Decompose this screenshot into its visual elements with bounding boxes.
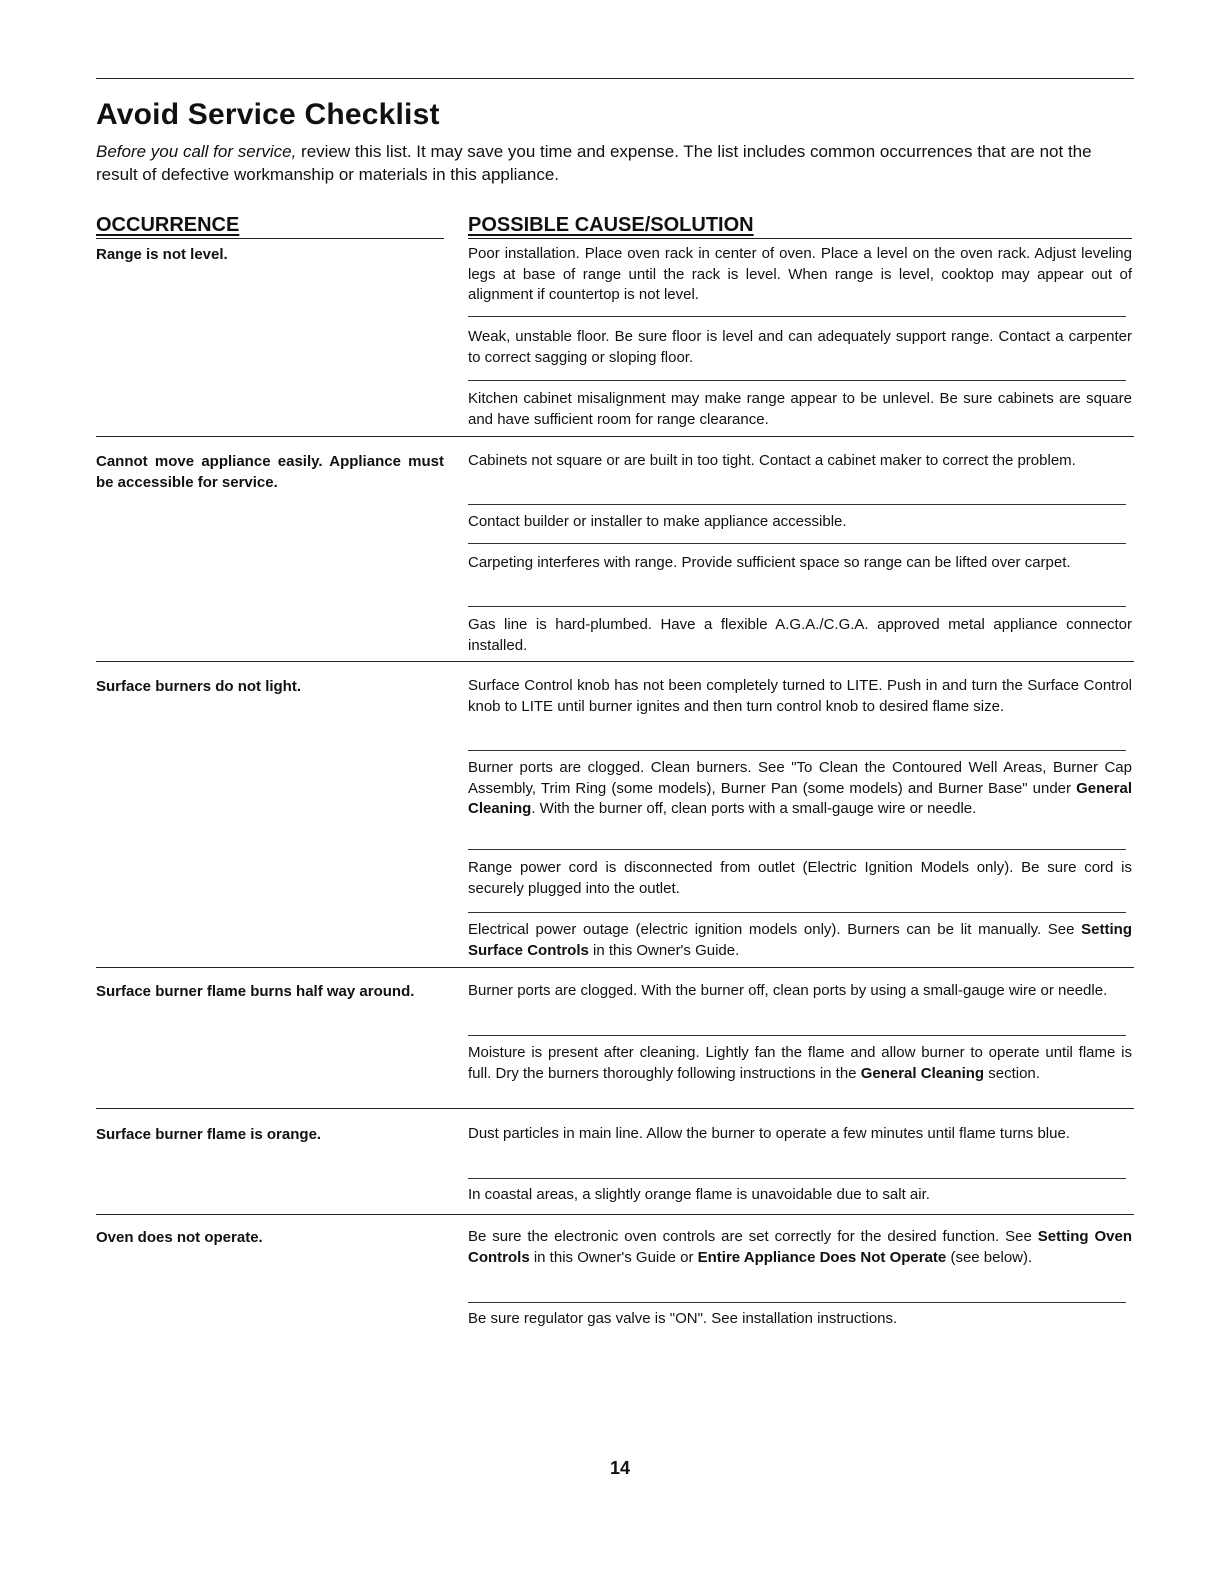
solution-item: Be sure the electronic oven controls are set correctly for the desired function. See Setting Oven Controls in this Owner's Guide or Entire Appliance Does Not Operate (see below). <box>468 1228 1133 1266</box>
solution-item: Burner ports are clogged. With the burner off, clean ports by using a small-gauge wire or needle. <box>468 982 1108 999</box>
occurrence-burners-do-not-light: Surface burners do not light. <box>96 678 302 695</box>
group-divider <box>96 967 1134 968</box>
solution-item: Gas line is hard-plumbed. Have a flexible A.G.A./C.G.A. approved metal appliance connector installed. <box>468 616 1132 654</box>
solution-item: Moisture is present after cleaning. Lightly fan the flame and allow burner to operate until flame is full. Dry the burners thoroughly following instructions in the General Cleaning section. <box>468 1044 1132 1082</box>
solution-item: Cabinets not square or are built in too tight. Contact a cabinet maker to correct the problem. <box>468 452 1076 469</box>
solution-divider <box>468 504 1126 505</box>
solution-item: Burner ports are clogged. Clean burners. See "To Clean the Contoured Well Areas, Burner Cap Assembly, Trim Ring (some models), Burner Pan (some models) and Burner Base" under General Cleaning. With the burner off, clean ports with a small-gauge wire or needle. <box>468 759 1132 817</box>
solution-divider <box>468 1035 1126 1036</box>
occurrence-cannot-move-appliance: Cannot move appliance easily. Appliance must be accessible for service. <box>96 453 444 491</box>
solution-divider <box>468 606 1126 607</box>
solution-divider <box>468 1178 1126 1179</box>
solution-divider <box>468 912 1126 913</box>
solution-divider <box>468 750 1126 751</box>
intro-text: review this list. It may save you time and expense. The list includes common occurrences that are not the result of defective workmanship or materials in this appliance. <box>96 142 1092 184</box>
occurrence-flame-orange: Surface burner flame is orange. <box>96 1126 322 1143</box>
intro-lead: Before you call for service, <box>96 142 297 161</box>
page-number: 14 <box>610 1458 631 1478</box>
solution-divider <box>468 849 1126 850</box>
solution-divider <box>468 380 1126 381</box>
solution-item: Kitchen cabinet misalignment may make range appear to be unlevel. Be sure cabinets are square and have sufficient room for range clearance. <box>468 390 1132 428</box>
header-divider-left <box>96 238 444 239</box>
solution-item: Range power cord is disconnected from outlet (Electric Ignition Models only). Be sure cord is securely plugged into the outlet. <box>468 859 1132 897</box>
top-divider <box>96 78 1134 79</box>
occurrence-header: OCCURRENCE <box>96 214 240 236</box>
group-divider <box>96 436 1134 437</box>
page-title: Avoid Service Checklist <box>96 98 440 131</box>
occurrence-flame-half-way: Surface burner flame burns half way around. <box>96 983 415 1000</box>
occurrence-range-not-level: Range is not level. <box>96 246 228 263</box>
solution-item: Surface Control knob has not been completely turned to LITE. Push in and turn the Surface Control knob to LITE until burner ignites and then turn control knob to desired flame size. <box>468 677 1132 715</box>
occurrence-oven-does-not-operate: Oven does not operate. <box>96 1229 263 1246</box>
group-divider <box>96 661 1134 662</box>
solution-item: Carpeting interferes with range. Provide sufficient space so range can be lifted over carpet. <box>468 554 1071 571</box>
solution-item: Dust particles in main line. Allow the burner to operate a few minutes until flame turns blue. <box>468 1125 1070 1142</box>
solution-item: Weak, unstable floor. Be sure floor is level and can adequately support range. Contact a carpenter to correct sagging or sloping floor. <box>468 328 1132 366</box>
solution-item: Poor installation. Place oven rack in center of oven. Place a level on the oven rack. Adjust leveling legs at base of range until the rack is level. When range is level, cooktop may appear out of alignment if countertop is not level. <box>468 245 1132 303</box>
solution-item: Be sure regulator gas valve is "ON". See installation instructions. <box>468 1310 898 1327</box>
header-divider-right <box>468 238 1132 239</box>
solution-divider <box>468 543 1126 544</box>
solution-item: In coastal areas, a slightly orange flame is unavoidable due to salt air. <box>468 1186 930 1203</box>
intro-paragraph <box>96 140 1132 186</box>
solution-divider <box>468 1302 1126 1303</box>
cause-header: POSSIBLE CAUSE/SOLUTION <box>468 214 754 236</box>
solution-item: Contact builder or installer to make appliance accessible. <box>468 513 847 530</box>
solution-divider <box>468 316 1126 317</box>
solution-item: Electrical power outage (electric ignition models only). Burners can be lit manually. See Setting Surface Controls in this Owner's Guide. <box>468 921 1132 959</box>
group-divider <box>96 1108 1134 1109</box>
group-divider <box>96 1214 1134 1215</box>
